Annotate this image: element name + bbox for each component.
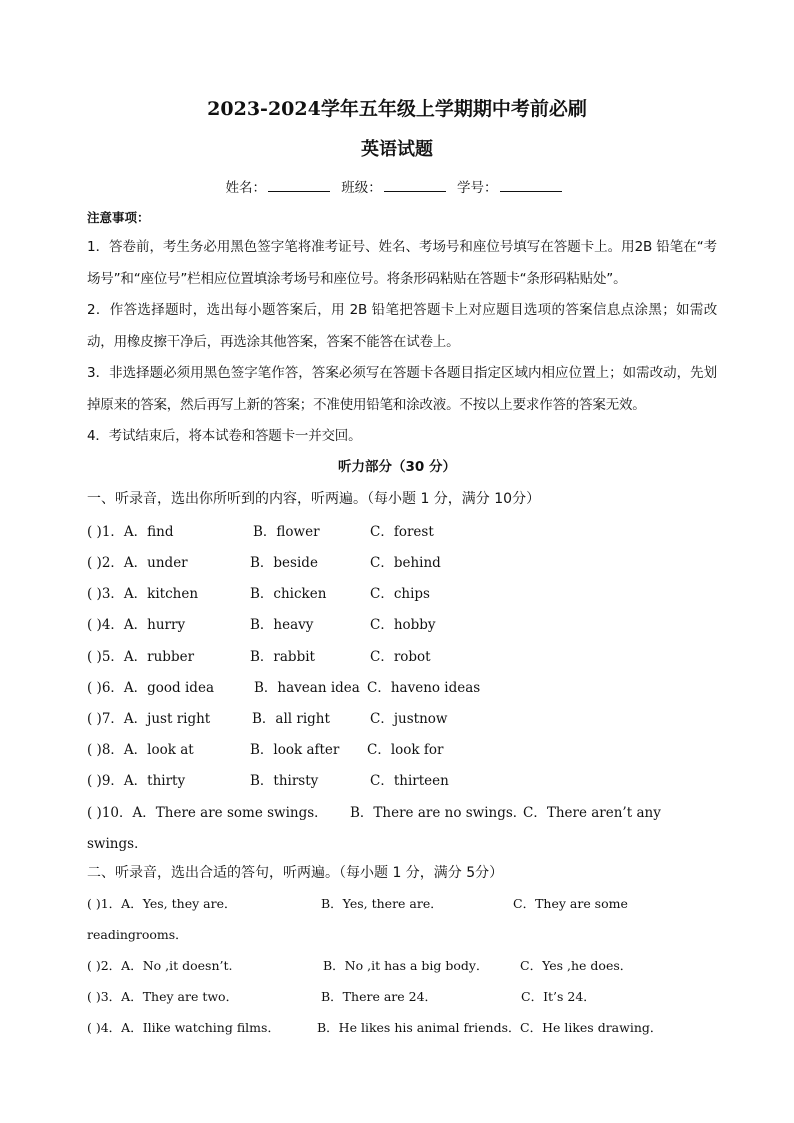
note-item-3: 3．非选择题必须用黑色签字笔作答，答案必须写在答题卡各题目指定区域内相应位置上；如需改动，先划掉原来的答案，然后再写上新的答案；不准使用铅笔和涂改液。不按以上要求作答的答案无效。 — [87, 365, 717, 413]
name-blank[interactable] — [268, 179, 330, 192]
class-blank[interactable] — [384, 179, 446, 192]
question-option-a: ( )3．A．kitchen — [87, 586, 199, 602]
question-option-b: B．No ,it has a big body． — [323, 958, 489, 973]
question-option-c: C．chips — [370, 586, 430, 602]
part1-heading: 一、听录音，选出你所听到的内容，听两遍。（每小题 1 分，满分 10分） — [87, 491, 541, 507]
question-option-b: B．There are 24． — [321, 989, 438, 1004]
question-option-a: ( )4．A．Ilike watching films． — [87, 1020, 280, 1035]
question-option-a: ( )9．A．thirty — [87, 773, 186, 789]
class-label: 班级： — [341, 180, 382, 196]
question-option-b: B．look after — [250, 742, 340, 758]
question-option-a: ( )10．A．There are some swings． — [87, 805, 328, 821]
question-option-a: ( )8．A．look at — [87, 742, 194, 758]
page-subtitle: 英语试题 — [361, 139, 433, 160]
question-option-c: C．They are some — [513, 896, 628, 911]
question-option-a: ( )3．A．They are two． — [87, 989, 239, 1004]
note-item-4: 4．考试结束后，将本试卷和答题卡一并交回。 — [87, 428, 362, 444]
question-option-b: B．chicken — [250, 586, 327, 602]
question-option-b: B．Yes, there are． — [321, 896, 443, 911]
question-option-c: C．haveno ideas — [367, 680, 481, 696]
question-option-b: B．havean idea — [254, 680, 360, 696]
question-option-a: ( )5．A．rubber — [87, 649, 195, 665]
question-option-c: C．There aren’t any — [523, 805, 661, 821]
question-option-a: ( )7．A．just right — [87, 711, 211, 727]
question-option-a: ( )4．A．hurry — [87, 617, 186, 633]
listening-section-title: 听力部分（30 分） — [338, 459, 456, 475]
question-option-b: B．beside — [250, 555, 318, 571]
name-label: 姓名： — [225, 180, 266, 196]
question-option-a: ( )1．A．Yes, they are． — [87, 896, 237, 911]
question-wrap-text: swings． — [87, 836, 148, 852]
id-blank[interactable] — [500, 179, 562, 192]
question-wrap-text: readingrooms． — [87, 927, 188, 942]
question-option-c: C．He likes drawing． — [520, 1020, 663, 1035]
question-option-c: C．hobby — [370, 617, 436, 633]
question-option-b: B．flower — [253, 524, 320, 540]
question-option-c: C．justnow — [370, 711, 448, 727]
question-option-c: C．Yes ,he does． — [520, 958, 633, 973]
question-option-a: ( )6．A．good idea — [87, 680, 214, 696]
question-option-b: B．thirsty — [250, 773, 319, 789]
question-option-c: C．robot — [370, 649, 431, 665]
question-option-c: C．It’s 24． — [521, 989, 596, 1004]
notes-heading: 注意事项： — [87, 210, 150, 225]
student-info-line — [0, 176, 794, 196]
question-option-c: C．thirteen — [370, 773, 449, 789]
question-option-b: B．There are no swings． — [350, 805, 527, 821]
note-item-1: 1．答卷前，考生务必用黑色签字笔将准考证号、姓名、考场号和座位号填写在答题卡上。用2B 铅笔在“考场号”和“座位号”栏相应位置填涂考场号和座位号。将条形码粘贴在答题卡“条形码粘贴处”。 — [87, 239, 717, 287]
page-title: 2023-2024学年五年级上学期期中考前必刷 — [207, 98, 587, 120]
question-option-b: B．all right — [252, 711, 330, 727]
question-option-b: B．heavy — [250, 617, 314, 633]
id-label: 学号： — [457, 180, 498, 196]
notes-list — [87, 232, 717, 453]
part2-heading: 二、听录音，选出合适的答句，听两遍。（每小题 1 分，满分 5分） — [87, 865, 504, 881]
question-option-a: ( )2．A．under — [87, 555, 188, 571]
question-option-b: B．He likes his animal friends． — [317, 1020, 521, 1035]
question-option-c: C．look for — [367, 742, 444, 758]
question-option-c: C．forest — [370, 524, 434, 540]
note-item-2: 2．作答选择题时，选出每小题答案后，用 2B 铅笔把答题卡上对应题目选项的答案信息点涂黑；如需改动，用橡皮擦干净后，再选涂其他答案，答案不能答在试卷上。 — [87, 302, 717, 350]
question-option-c: C．behind — [370, 555, 441, 571]
question-option-b: B．rabbit — [250, 649, 315, 665]
question-option-a: ( )2．A．No ,it doesn’t. — [87, 958, 233, 973]
question-option-a: ( )1．A．find — [87, 524, 174, 540]
